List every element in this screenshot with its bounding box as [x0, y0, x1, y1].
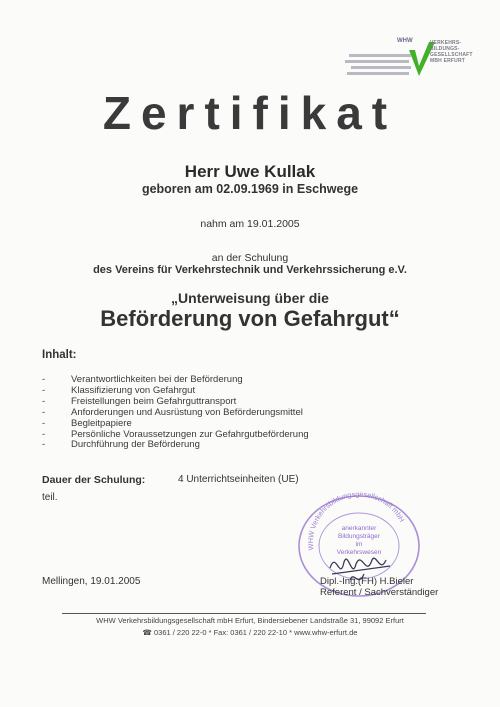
- certificate-title: Zertifikat: [102, 87, 398, 139]
- bullet: -: [42, 374, 46, 385]
- bullet: -: [42, 439, 46, 451]
- content-list: [42, 375, 309, 451]
- signer-name: Dipl.-Ing.(FH) H.Bieler: [320, 576, 414, 587]
- course-title-line-2: Beförderung von Gefahrgut“: [100, 306, 400, 331]
- place-and-date: Mellingen, 19.01.2005: [42, 576, 141, 587]
- company-logo: [345, 38, 495, 82]
- logo-brand: WHW: [397, 38, 413, 44]
- bullet: -: [42, 428, 46, 440]
- stamp-center-line-3: im: [355, 541, 363, 548]
- recipient-name: Herr Uwe Kullak: [184, 162, 316, 181]
- course-title-line-1: „Unterweisung über die: [171, 290, 329, 306]
- association-name: des Vereins für Verkehrstechnik und Verkehrssicherung e.V.: [93, 264, 407, 276]
- footer-divider: [62, 613, 426, 614]
- duration-value: 4 Unterrichtseinheiten (UE): [178, 474, 299, 485]
- list-item: [42, 440, 309, 451]
- logo-line-4: MBH ERFURT: [430, 58, 466, 64]
- list-item-text: Persönliche Voraussetzungen zur Gefahrgutbeförderung: [71, 428, 309, 440]
- stamp-center-line-1: anerkannter: [341, 525, 377, 532]
- list-item-text: Begleitpapiere: [71, 417, 132, 429]
- stamp-center-line-2: Bildungsträger: [338, 533, 380, 540]
- logo-text: [430, 40, 473, 64]
- list-item-text: Klassifizierung von Gefahrgut: [71, 384, 196, 396]
- list-item-text: Verantwortlichkeiten bei der Beförderung: [71, 374, 243, 385]
- stamp-center-line-4: Verkehrswesen: [336, 549, 382, 556]
- bullet: -: [42, 384, 46, 396]
- training-intro: an der Schulung: [211, 252, 289, 264]
- bullet: -: [42, 395, 46, 407]
- participation-suffix: teil.: [42, 492, 58, 503]
- list-item-text: Freistellungen beim Gefahrguttransport: [71, 395, 237, 407]
- bullet: -: [42, 417, 46, 429]
- duration-label: Dauer der Schulung:: [42, 474, 146, 486]
- participation-date: nahm am 19.01.2005: [200, 218, 300, 230]
- list-item-text: Anforderungen und Ausrüstung von Beförderungsmittel: [71, 406, 303, 418]
- signer-role: Referent / Sachverständiger: [320, 587, 439, 598]
- logo-line-3: GESELLSCHAFT: [430, 52, 473, 58]
- footer-address: WHW Verkehrsbildungsgesellschaft mbH Erfurt, Bindersiebener Landstraße 31, 99092 Erfurt: [96, 616, 404, 625]
- list-item-text: Durchführung der Beförderung: [71, 439, 200, 451]
- bullet: -: [42, 406, 46, 418]
- footer-contact: ☎ 0361 / 220 22-0 * Fax: 0361 / 220 22-10 * www.whw-erfurt.de: [142, 628, 358, 637]
- stamp-ring-text: WHW Verkehrsbildungsgesellschaft mbH: [305, 490, 407, 551]
- content-heading: Inhalt:: [42, 349, 77, 361]
- logo-line-1: VERKEHRS-: [430, 40, 462, 46]
- logo-line-2: BILDUNGS-: [430, 46, 460, 52]
- birth-info: geboren am 02.09.1969 in Eschwege: [141, 182, 359, 196]
